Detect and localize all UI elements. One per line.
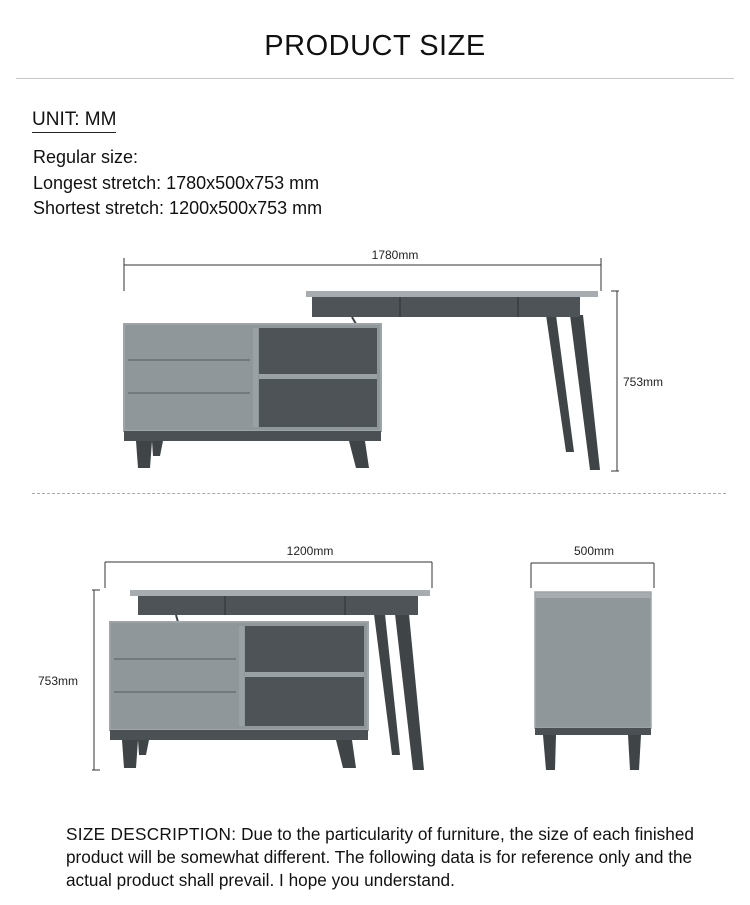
label-width-long: 1780mm <box>371 248 419 262</box>
dimension-height-short <box>92 590 100 770</box>
label-depth: 500mm <box>573 544 615 558</box>
desk-top <box>306 291 598 297</box>
side-panel <box>535 598 651 728</box>
desk-drawer-rail <box>312 297 580 317</box>
cabinet-base <box>124 431 381 441</box>
unit-value: MM <box>84 109 117 130</box>
desk-leg-front-short <box>395 614 424 770</box>
dimension-height-long <box>611 291 619 471</box>
desk-extended <box>124 248 663 471</box>
cabinet-leg-right <box>349 441 369 468</box>
label-height-short: 753mm <box>38 674 79 688</box>
description-text: Due to the particularity of furniture, the size of each finished product will be somewhat different. The following data is for reference only and the actual product shall prevail. I hope you understand. <box>66 824 694 890</box>
dimension-width-short <box>105 562 432 588</box>
cabinet-leg-left <box>136 441 152 468</box>
label-height-long: 753mm <box>623 375 664 389</box>
spec-longest: Longest stretch: 1780x500x753 mm <box>33 172 320 193</box>
unit-label: UNIT: <box>32 109 80 130</box>
dimension-depth <box>531 563 654 588</box>
label-width-short: 1200mm <box>286 544 334 558</box>
side-leg-right <box>628 735 641 770</box>
desk-leg-back-short <box>374 614 400 755</box>
page-title: PRODUCT SIZE <box>264 30 486 62</box>
size-description <box>66 823 706 891</box>
desk-side-view <box>531 544 654 770</box>
side-leg-left <box>543 735 556 770</box>
description-label: SIZE DESCRIPTION: <box>66 824 237 844</box>
desk-retracted <box>38 544 432 770</box>
section-divider <box>32 493 726 494</box>
desk-leg-back <box>546 315 574 452</box>
dimension-width-long <box>124 258 601 291</box>
desk-leg-front <box>570 315 600 470</box>
spec-shortest: Shortest stretch: 1200x500x753 mm <box>33 198 323 218</box>
spec-regular: Regular size: <box>33 147 139 167</box>
